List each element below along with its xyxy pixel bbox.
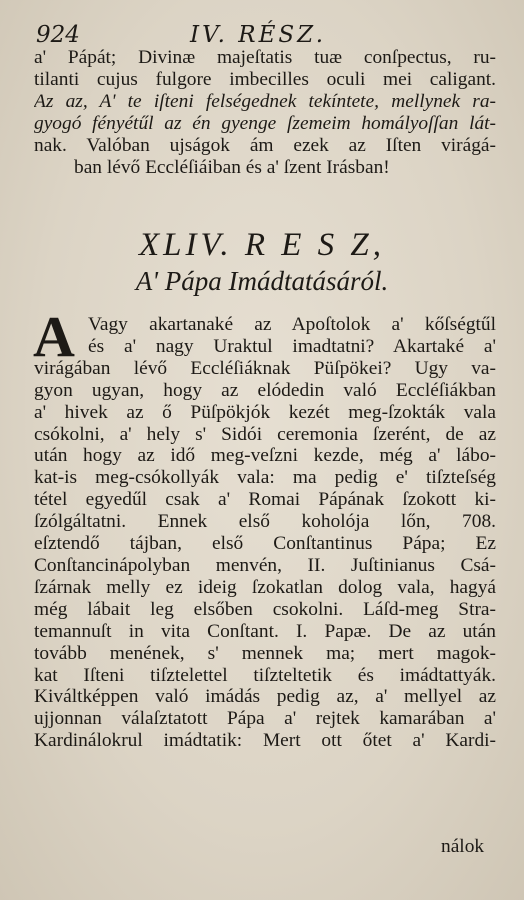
running-head: IV. RÉSZ. bbox=[190, 22, 327, 48]
text-line: a' hivek az ő Püſpökjók kezét meg-ſzokták vala bbox=[34, 401, 496, 423]
page-number: 924 bbox=[36, 22, 80, 48]
text-line: ſzólgáltatni. Ennek első koholója lőn, 708. bbox=[34, 511, 496, 533]
text-line: még lábait leg elsőben csokolni. Láſd-meg Stra- bbox=[34, 598, 496, 620]
text-line: Vagy akartanaké az Apoſtolok a' kőſségtűl bbox=[88, 314, 496, 335]
chapter-heading: XLIV. R E S Z, bbox=[138, 227, 386, 263]
text-line: tilanti cujus fulgore imbecilles oculi mei caligant. bbox=[34, 68, 496, 90]
text-line: gyogó fényétűl az én gyenge ſzemeim homályoſſan lát- bbox=[34, 112, 496, 134]
text-line: tétel egyedűl csak a' Romai Pápának ſzokott ki- bbox=[34, 489, 496, 511]
text-line: Kiváltképpen való imádás pedig az, a' mellyel az bbox=[34, 686, 496, 708]
chapter-title: A' Pápa Imádtatásáról. bbox=[135, 266, 389, 296]
text-line: és a' nagy Uraktul imadtatni? Akartaké a' bbox=[88, 335, 496, 357]
text-line: kat-is meg-csókollyák vala: ma pedig e' tiſzteſség bbox=[34, 467, 496, 489]
text-line: ſzárnak melly ez ideig ſzokatlan dolog vala, hagyá bbox=[34, 576, 496, 598]
text-line: Conſtancinápolyban menvén, II. Juſtinianus Csá- bbox=[34, 554, 496, 576]
text-line: kat Iſteni tiſztelettel tiſzteltetik és imádtattyák. bbox=[34, 664, 496, 686]
text-line: eſztendő tájban, első Conſtantinus Pápa; Ez bbox=[34, 533, 496, 555]
catchword: nálok bbox=[441, 836, 485, 857]
text-line: gyon ugyan, hogy az elódedin való Eccléſiákban bbox=[34, 379, 496, 401]
chapter-body bbox=[34, 314, 496, 752]
text-line: ban lévő Eccléſiáiban és a' ſzent Irásban! bbox=[74, 156, 390, 178]
text-line: ujjonnan válaſztatott Pápa a' rejtek kamarában a' bbox=[34, 708, 496, 730]
text-line: Kardinálokrul imádtatik: Mert ott őtet a' Kardi- bbox=[34, 730, 496, 752]
text-line: temannuſt in vita Conſtant. I. Papæ. De az után bbox=[34, 620, 496, 642]
text-line: csókolni, a' hely s' Sidói ceremonia ſzerént, de az bbox=[34, 423, 496, 445]
text-line: után hogy az idő meg-veſzni kezde, még a' lábo- bbox=[34, 445, 496, 467]
text-line: Az az, A' te iſteni felségednek tekíntete, mellynek ra- bbox=[34, 90, 496, 112]
text-line: virágában lévő Eccléſiáknak Püſpökei? Ugy va- bbox=[34, 357, 496, 379]
text-line: a' Pápát; Divinæ majeſtatis tuæ conſpectus, ru- bbox=[34, 47, 496, 68]
text-line: tovább menének, s' mennek ma; mert magok- bbox=[34, 642, 496, 664]
continued-paragraph bbox=[34, 47, 496, 178]
drop-capital: A bbox=[33, 304, 75, 369]
text-line: nak. Valóban ujságok ám ezek az Iſten virágá- bbox=[34, 134, 496, 156]
